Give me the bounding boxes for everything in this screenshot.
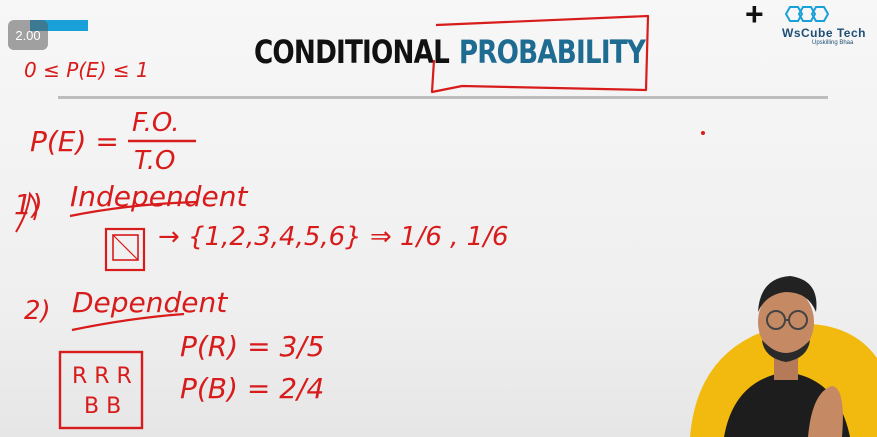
probability-range-note: 0 ≤ P(E) ≤ 1 [24,58,149,82]
independent-heading: Independent [70,180,248,213]
prob-blue-ball: P(B) = 2/4 [180,372,325,405]
total-outcomes-denominator: T.O [134,146,176,176]
balls-box-red: R R R [72,364,132,389]
marker-dot [701,131,705,135]
dependent-heading: Dependent [72,286,228,319]
plus-icon: + [745,0,764,32]
playback-speed-value: 2.00 [15,27,41,43]
die-sample-space: → {1,2,3,4,5,6} ⇒ 1/6 , 1/6 [158,222,509,252]
title-word-probability: PROBABILITY [458,33,646,71]
prob-red-ball: P(R) = 3/5 [180,330,325,363]
title-word-conditional: CONDITIONAL [254,33,450,71]
balls-box-blue: B B [84,394,122,419]
brand-tagline: Upskilling Bhaa [812,40,854,46]
presenter-webcam-overlay [690,262,877,437]
favourable-outcomes-numerator: F.O. [132,108,180,138]
brand-name: WsCube Tech [782,26,866,40]
item1-number: 1) [14,188,43,221]
item2-number: 2) [24,296,51,326]
probability-formula-lhs: P(E) = [30,125,119,158]
